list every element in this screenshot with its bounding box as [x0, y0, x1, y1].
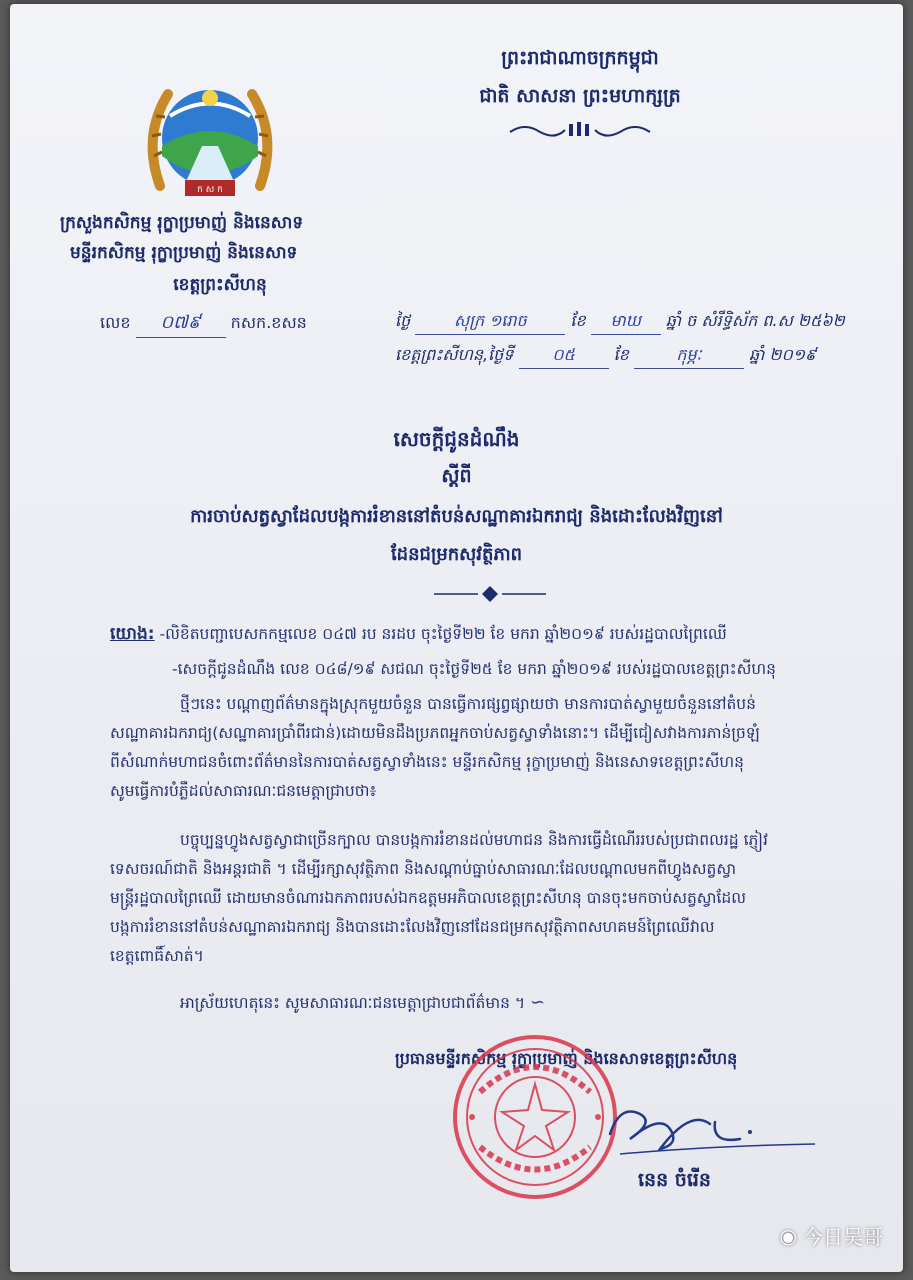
official-stamp	[450, 1032, 620, 1202]
p1-line-2: សណ្ឋាគារឯករាជ្យ(សណ្ឋាគារប្រាំពីរជាន់)ដោយមិនដឹងប្រភពអ្នកចាប់សត្វស្វាទាំងនោះ។ ដើម្បីជៀសវាងការភាន់ច្រឡំ	[110, 724, 760, 742]
p2-line-3: មន្ត្រីរដ្ឋបាលព្រៃឈើ ដោយមានចំណារឯកភាពរបស់ឯកឧត្តមអភិបាលខេត្តព្រះសីហនុ បានចុះមកចាប់សត្វស្វាដែល	[110, 889, 746, 907]
reference-item-1: -លិខិតបញ្ជាបេសកកម្មលេខ ០៤៧ រប នរដប ចុះថ្ងៃទី២២ ខែ មករា ឆ្នាំ២០១៩ របស់រដ្ឋបាលព្រៃឈើ	[159, 625, 727, 643]
logo-emblem-text: ក ស ក	[197, 185, 223, 195]
body-paragraph-2	[110, 826, 900, 971]
solar-month-label: ខែ	[613, 345, 629, 364]
reference-item-2: -សេចក្តីជូនដំណឹង លេខ ០៤៨/១៩ សជណ ចុះថ្ងៃទី២៥ ខែ មករា ឆ្នាំ២០១៩ របស់រដ្ឋបាលខេត្តព្រះសីហនុ	[172, 660, 776, 678]
lunar-date	[395, 310, 845, 335]
handwritten-signature	[600, 1094, 820, 1164]
kingdom-title: ព្រះរាជាណាចក្រកម្ពុជា	[501, 47, 659, 69]
wechat-watermark	[780, 1221, 883, 1250]
solar-date	[395, 344, 816, 369]
p1-line-3: ពីសំណាក់មហាជនចំពោះព័ត៌មាននៃការបាត់សត្វស្វាទាំងនេះ មន្ទីរកសិកម្ម រុក្ខាប្រមាញ់ និងនេសាទខេត្តព្រះសីហនុ	[110, 753, 745, 771]
notice-about: ស្តីពី	[441, 465, 472, 487]
solar-day-value: ០៥	[519, 344, 609, 369]
solar-year: ឆ្នាំ ២០១៩	[749, 345, 817, 364]
ministry-name: ក្រសួងកសិកម្ម រុក្ខាប្រមាញ់ និងនេសាទ	[60, 213, 304, 233]
reference-suffix: កសក.ខសន	[230, 313, 307, 332]
reference-label: យោង:	[110, 624, 155, 644]
body-paragraph-3	[180, 988, 880, 1018]
p3-text: អាស្រ័យហេតុនេះ សូមសាធារណៈជនមេត្តាជ្រាបជាព័ត៌មាន ។	[180, 994, 526, 1012]
ornament-divider	[505, 120, 655, 140]
watermark-text: 今日吴哥	[803, 1225, 883, 1249]
p2-line-4: បង្កការរំខាននៅតំបន់សណ្ឋាគារឯករាជ្យ និងបានដោះលែងវិញនៅដែនជម្រកសុវត្ថិភាពសហគមន៍ព្រៃឈើវាល	[110, 918, 715, 936]
body-paragraph-1	[110, 690, 900, 806]
p2-line-1: បច្ចុប្បន្នហ្វូងសត្វស្វាជាច្រើនក្បាល បានបង្កការរំខានដល់មហាជន និងការធ្វើដំណើររបស់ប្រជាពលរដ្ឋ ភ្ញៀវ	[180, 831, 768, 849]
lunar-day-label: ថ្ងៃ	[395, 311, 411, 330]
national-motto: ជាតិ សាសនា ព្រះមហាក្សត្រ	[479, 85, 681, 107]
reference-line-1	[110, 620, 890, 649]
initial-mark: ∽	[530, 992, 546, 1013]
lunar-month-value: មាឃ	[591, 310, 661, 335]
p2-line-5: ខេត្តពោធិ៍សាត់។	[110, 947, 204, 965]
reference-value: ០៧៩	[136, 310, 226, 338]
document-page	[10, 4, 903, 1272]
signatory-title: ប្រធានមន្ទីរកសិកម្ម រុក្ខាប្រមាញ់ និងនេសាទខេត្តព្រះសីហនុ	[395, 1049, 738, 1068]
notice-subject-line1: ការចាប់សត្វស្វាដែលបង្កការរំខាននៅតំបន់សណ្ឋាគារឯករាជ្យ និងដោះលែងវិញនៅ	[190, 506, 723, 527]
p1-line-1: ថ្មីៗនេះ បណ្តាញព័ត៌មានក្នុងស្រុកមួយចំនួន បានធ្វើការផ្សព្វផ្សាយថា មានការបាត់ស្វាមួយចំនួននៅតំបន់	[180, 695, 756, 713]
province-name: ខេត្តព្រះសីហនុ	[173, 275, 267, 295]
reference-number	[100, 310, 307, 338]
ministry-logo	[140, 76, 280, 206]
signatory-name: នេន ចំរើន	[638, 1169, 711, 1191]
solar-month-value: កុម្ភៈ	[634, 344, 744, 369]
wechat-icon: ◉	[779, 1223, 797, 1248]
reference-section	[110, 620, 890, 684]
notice-subject-line2: ដែនជម្រកសុវត្ថិភាព	[390, 544, 523, 565]
reference-prefix: លេខ	[100, 313, 131, 332]
title-ornament	[430, 584, 550, 604]
lunar-month-label: ខែ	[570, 311, 586, 330]
notice-title: សេចក្តីជូនដំណឹង	[393, 427, 520, 451]
lunar-year: ឆ្នាំ ច សំរឹទ្ធិស័ក ព.ស ២៥៦២	[665, 311, 845, 330]
department-name: មន្ទីរកសិកម្ម រុក្ខាប្រមាញ់ និងនេសាទ	[70, 243, 298, 263]
solar-place-label: ខេត្តព្រះសីហនុ,ថ្ងៃទី	[395, 345, 514, 364]
lunar-day-value: សុក្រ ១រោច	[415, 310, 565, 335]
p1-line-4: សូមធ្វើការបំភ្លឺដល់សាធារណៈជនមេត្តាជ្រាបថា៖	[110, 782, 377, 800]
p2-line-2: ទេសចរណ៍ជាតិ និងអន្តរជាតិ ។ ដើម្បីរក្សាសុវត្ថិភាព និងសណ្តាប់ធ្នាប់សាធារណៈដែលបណ្តាលមកពីហ្វូងសត្វស្វា	[110, 860, 737, 878]
